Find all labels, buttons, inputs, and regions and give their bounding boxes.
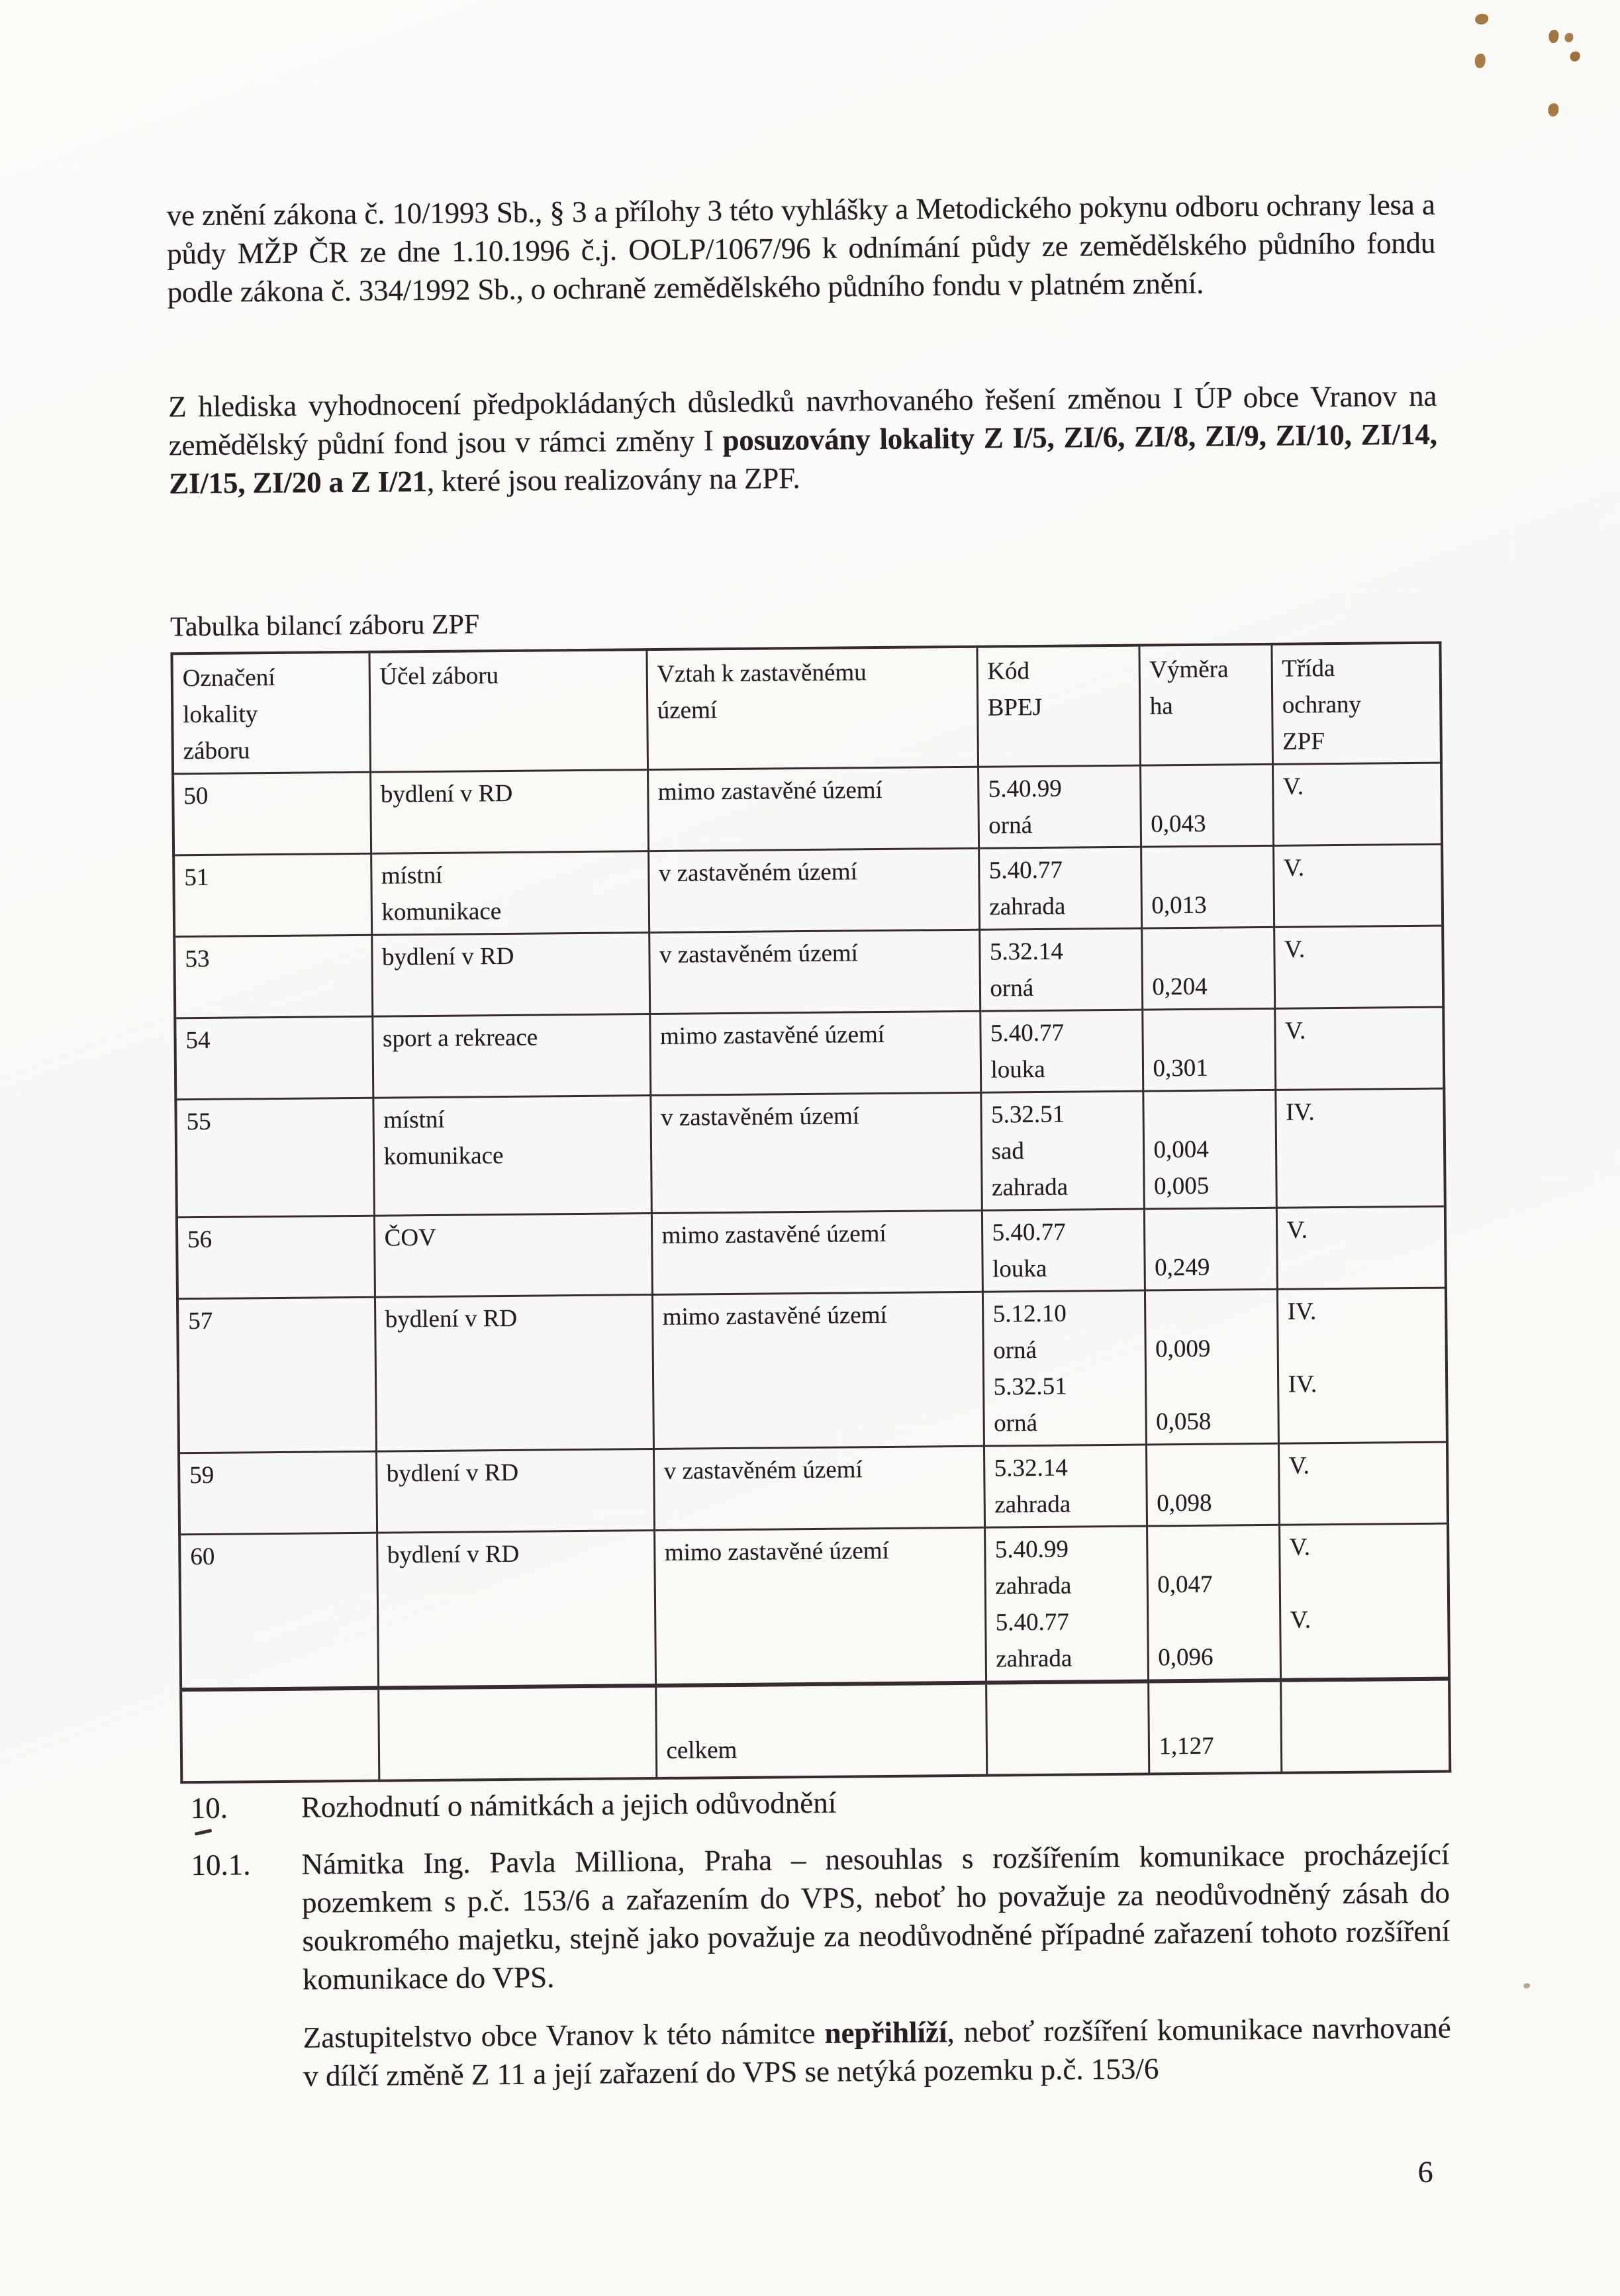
cell-line-bpej: 5.40.99 (994, 1535, 1069, 1564)
cell-protection-class (1273, 844, 1443, 927)
cell-line-class (1290, 1564, 1443, 1602)
cell-line-bpej: 5.32.14 (989, 937, 1064, 966)
cell-line-relation: v zastavěném území (658, 858, 858, 887)
cell-line-bpej: 5.12.10 (992, 1300, 1067, 1328)
header-line: Kód (987, 657, 1030, 685)
cell-line-relation: mimo zastavěné území (661, 1220, 886, 1249)
cell-total-empty-bpej (986, 1682, 1149, 1776)
cell-locality-id: 60 (179, 1533, 378, 1690)
cell-line-area (1151, 769, 1268, 806)
cell-line-relation: v zastavěném území (660, 1102, 860, 1131)
cell-line-area (1155, 1366, 1272, 1404)
column-header-protection-class (1271, 643, 1441, 765)
cell-line-area: 0,009 (1155, 1335, 1211, 1363)
cell-line-area (1155, 1294, 1272, 1331)
cell-locality-id: 57 (177, 1297, 376, 1453)
cell-line-area (1154, 1212, 1271, 1250)
cell-purpose (371, 851, 649, 935)
cell-line-area: 0,004 (1153, 1135, 1210, 1164)
cell-area (1143, 1090, 1276, 1209)
cell-area (1147, 1525, 1280, 1681)
cell-protection-class (1275, 1088, 1445, 1208)
cell-line-area (1152, 932, 1269, 969)
cell-line-bpej: louka (992, 1255, 1047, 1283)
resolution-bold: nepřihlíží (824, 2015, 947, 2050)
scan-speck (1549, 30, 1558, 43)
cell-line-purpose: místní (381, 861, 443, 890)
cell-line-area (1151, 850, 1268, 888)
cell-bpej (980, 1091, 1144, 1210)
cell-area (1141, 845, 1274, 928)
cell-area (1146, 1443, 1279, 1526)
cell-line-area: 0,005 (1153, 1172, 1210, 1200)
header-line: ZPF (1282, 728, 1325, 755)
cell-line-bpej: 5.32.14 (994, 1454, 1068, 1482)
cell-relation (649, 930, 980, 1014)
cell-locality-id: 56 (177, 1216, 375, 1299)
cell-total-empty-purpose (378, 1686, 656, 1781)
cell-line-purpose: ČOV (384, 1223, 436, 1252)
cell-line-bpej: 5.40.77 (995, 1608, 1069, 1637)
cell-line-bpej: zahrada (989, 892, 1066, 921)
cell-line-area: 0,098 (1157, 1489, 1212, 1517)
resolution-lead: Zastupitelstvo obce Vranov k této námitce (303, 2016, 825, 2054)
cell-line-class (1288, 1329, 1441, 1366)
column-header-locality-id (171, 652, 370, 774)
column-header-purpose (369, 649, 647, 772)
cell-line-class (1285, 1048, 1439, 1086)
table-row-locality-55 (175, 1088, 1445, 1218)
table-title: Tabulka bilancí záboru ZPF (169, 609, 480, 643)
header-line: BPEJ (987, 693, 1043, 722)
cell-line-bpej: zahrada (995, 1572, 1072, 1600)
cell-bpej (980, 1010, 1143, 1092)
cell-line-bpej: orná (990, 975, 1034, 1002)
table-total-row (181, 1679, 1450, 1783)
cell-purpose (371, 933, 649, 1017)
table-header-row (171, 643, 1441, 774)
header-line: lokality (183, 700, 258, 729)
header-line: záboru (183, 737, 250, 765)
cell-bpej (979, 928, 1142, 1011)
cell-line-bpej: 5.32.51 (990, 1100, 1065, 1129)
cell-protection-class (1274, 926, 1443, 1008)
cell-line-bpej: zahrada (996, 1645, 1072, 1673)
cell-bpej (984, 1445, 1147, 1527)
column-header-area-ha (1139, 644, 1272, 765)
cell-line-class (1286, 1166, 1440, 1204)
cell-protection-class (1274, 1007, 1444, 1090)
cell-line-relation: mimo zastavěné území (657, 776, 883, 806)
header-line: ochrany (1282, 691, 1362, 719)
cell-line-area (1153, 1013, 1270, 1051)
zpf-balance-table (170, 642, 1451, 1784)
cell-line-area: 0,058 (1155, 1408, 1212, 1436)
table-row-locality-51 (173, 844, 1443, 937)
cell-purpose (374, 1214, 652, 1298)
cell-line-relation: v zastavěném území (663, 1456, 863, 1485)
cell-relation (653, 1446, 984, 1530)
cell-line-purpose: bydlení v RD (385, 1304, 518, 1333)
cell-area (1141, 927, 1274, 1010)
cell-protection-class (1279, 1523, 1449, 1680)
paragraph-zpf-tail: , které jsou realizovány na ZPF. (426, 461, 800, 498)
cell-area (1145, 1289, 1278, 1445)
cell-purpose (370, 770, 648, 854)
cell-line-area (1158, 1602, 1275, 1640)
header-line: Třída (1282, 655, 1335, 683)
cell-line-bpej: orná (993, 1336, 1037, 1364)
cell-protection-class (1278, 1442, 1448, 1525)
cell-purpose (376, 1449, 654, 1533)
scan-speck (1548, 103, 1558, 117)
cell-relation (649, 1011, 980, 1095)
paragraph-resolution (303, 2009, 1451, 2095)
cell-line-class (1289, 1483, 1443, 1521)
cell-line-bpej: orná (993, 1409, 1038, 1437)
cell-line-area (1157, 1448, 1274, 1486)
paragraph-zpf-localities-bold: posuzovány lokality Z I/5, ZI/6, ZI/8, ZI/9, ZI/10, ZI/14, ZI/15, ZI/20 a Z I/21 (169, 417, 1437, 501)
paragraph-legal-reference: ve znění zákona č. 10/1993 Sb., § 3 a přílohy 3 této vyhlášky a Metodického pokynu odboru ochrany lesa a půdy MŽP ČR ze dne 1.10.1996 č.j. OOLP/1067/96 k odnímání půdy ze zemědělského půdního fondu podle zákona č. 334/1992 Sb., o ochraně zemědělského půdního fondu v platném znění. (166, 187, 1436, 309)
cell-bpej (978, 765, 1141, 848)
cell-line-area: 0,096 (1158, 1643, 1214, 1672)
scan-speck (1475, 14, 1488, 24)
cell-bpej (982, 1290, 1146, 1446)
cell-total-value: 1,127 (1148, 1680, 1281, 1774)
cell-bpej (978, 847, 1141, 930)
cell-line-bpej: 5.40.77 (992, 1218, 1066, 1247)
cell-locality-id: 59 (179, 1451, 377, 1535)
table-row-locality-54 (175, 1007, 1444, 1100)
cell-area (1144, 1208, 1277, 1290)
cell-relation (654, 1527, 986, 1686)
cell-line-class (1284, 885, 1437, 923)
table-row-locality-59 (179, 1442, 1448, 1535)
section-10-title: Rozhodnutí o námitkách a jejich odůvodnění (301, 1786, 837, 1824)
column-header-bpej-code (977, 646, 1140, 767)
cell-line-bpej: zahrada (991, 1173, 1069, 1202)
cell-line-purpose: bydlení v RD (381, 942, 514, 971)
scan-tick-mark (195, 1829, 212, 1836)
cell-relation (650, 1092, 982, 1213)
cell-line-bpej: 5.40.99 (988, 775, 1062, 803)
section-10-number: 10. (190, 1791, 228, 1825)
cell-locality-id: 54 (175, 1016, 373, 1100)
cell-line-class: V. (1286, 1216, 1308, 1244)
cell-purpose (377, 1531, 655, 1688)
cell-protection-class (1277, 1288, 1447, 1443)
cell-line-class: IV. (1285, 1098, 1315, 1126)
cell-line-area (1153, 1094, 1270, 1132)
cell-locality-id: 55 (175, 1098, 374, 1218)
cell-line-class: V. (1290, 1606, 1311, 1634)
column-header-relation (646, 647, 978, 770)
cell-protection-class (1276, 1206, 1446, 1289)
cell-line-class (1283, 804, 1437, 841)
cell-line-purpose: komunikace (383, 1142, 504, 1171)
cell-line-relation: mimo zastavěné území (659, 1020, 885, 1050)
header-line: Označení (182, 663, 275, 693)
cell-relation (652, 1292, 984, 1449)
cell-line-purpose: bydlení v RD (380, 779, 513, 808)
cell-bpej (982, 1209, 1145, 1292)
cell-line-class: V. (1289, 1533, 1311, 1561)
cell-line-area: 0,249 (1154, 1253, 1210, 1282)
cell-relation (648, 848, 979, 932)
cell-line-class (1290, 1637, 1444, 1675)
cell-line-class: V. (1284, 935, 1306, 963)
header-line: Účel záboru (379, 662, 499, 691)
cell-bpej (984, 1526, 1148, 1683)
cell-line-class (1286, 1129, 1439, 1167)
cell-line-class: IV. (1287, 1298, 1317, 1325)
cell-line-bpej: 5.32.51 (993, 1372, 1067, 1401)
table-row-locality-50 (173, 763, 1442, 855)
paragraph-zpf-assessment (168, 377, 1437, 503)
cell-area (1142, 1008, 1275, 1091)
header-line: území (657, 696, 718, 724)
cell-line-bpej: sad (991, 1137, 1025, 1165)
header-line: Vztah k zastavěnému (657, 659, 867, 688)
cell-locality-id: 53 (174, 935, 372, 1018)
cell-locality-id: 50 (173, 772, 371, 855)
scan-speck (1475, 54, 1486, 68)
cell-line-area: 0,013 (1151, 891, 1207, 920)
resolution-tail: , neboť rozšíření komunikace navrhované v dílčí změně Z 11 a její zařazení do VPS se netýká pozemku p.č. 153/6 (303, 2011, 1451, 2093)
cell-line-purpose: sport a rekreace (382, 1024, 538, 1053)
cell-line-purpose: bydlení v RD (386, 1459, 519, 1488)
page-number: 6 (1417, 2154, 1433, 2189)
cell-purpose (372, 1014, 650, 1098)
scan-speck (1564, 33, 1573, 42)
cell-line-class: V. (1284, 1017, 1306, 1045)
cell-line-class: V. (1282, 773, 1304, 800)
cell-line-class (1287, 1247, 1441, 1285)
cell-line-relation: mimo zastavěné území (662, 1301, 887, 1331)
header-line: ha (1149, 693, 1173, 720)
cell-area (1140, 764, 1273, 847)
cell-relation (647, 767, 978, 851)
cell-line-class (1284, 967, 1438, 1004)
paragraph-zpf-lead: Z hlediska vyhodnocení předpokládaných důsledků navrhovaného řešení změnou I ÚP obce Vranov na zemědělský půdní fond jsou v rámci změny I (168, 379, 1437, 462)
table-row-locality-60 (179, 1523, 1449, 1690)
scan-speck (1570, 52, 1580, 62)
header-line: Výměra (1149, 655, 1229, 684)
cell-line-purpose: bydlení v RD (387, 1540, 520, 1569)
cell-total-empty-id (181, 1688, 379, 1783)
cell-line-area: 0,047 (1157, 1570, 1213, 1599)
cell-purpose (373, 1096, 651, 1216)
table-row-locality-53 (174, 926, 1443, 1018)
cell-line-bpej: zahrada (994, 1490, 1071, 1519)
table-row-locality-57 (177, 1288, 1447, 1453)
cell-line-purpose: místní (383, 1106, 445, 1134)
cell-line-bpej: 5.40.77 (990, 1019, 1065, 1047)
cell-line-class: V. (1288, 1452, 1310, 1480)
cell-relation (651, 1210, 982, 1294)
cell-line-class: V. (1283, 854, 1305, 882)
cell-total-empty-class (1280, 1679, 1450, 1773)
table-row-locality-56 (177, 1206, 1446, 1299)
cell-line-area: 0,301 (1153, 1054, 1208, 1082)
cell-line-bpej: louka (990, 1055, 1045, 1084)
cell-locality-id: 51 (173, 853, 371, 937)
cell-line-relation: mimo zastavěné území (664, 1537, 890, 1566)
cell-line-class: IV. (1288, 1370, 1317, 1398)
scan-speck (1523, 1984, 1530, 1989)
cell-total-label: celkem (655, 1683, 986, 1778)
cell-purpose (375, 1295, 653, 1452)
cell-line-relation: v zastavěném území (659, 939, 859, 969)
section-10-1-text: Námitka Ing. Pavla Milliona, Praha – nesouhlas s rozšířením komunikace procházející pozemkem s p.č. 153/6 a zařazením do VPS, neboť ho považuje za neodůvodněný zásah do soukromého majetku, stejně jako považuje za neodůvodněné případné zařazení tohoto rozšíření komunikace do VPS. (301, 1837, 1451, 1996)
cell-line-purpose: komunikace (381, 898, 502, 926)
cell-line-bpej: 5.40.77 (988, 856, 1063, 885)
cell-line-area: 0,043 (1151, 810, 1206, 838)
cell-protection-class (1272, 763, 1442, 845)
cell-line-area: 0,204 (1152, 973, 1208, 1001)
cell-line-class (1288, 1402, 1442, 1439)
cell-line-area (1157, 1529, 1274, 1567)
section-10-1-number: 10.1. (191, 1848, 251, 1882)
cell-line-bpej: orná (988, 812, 1033, 839)
